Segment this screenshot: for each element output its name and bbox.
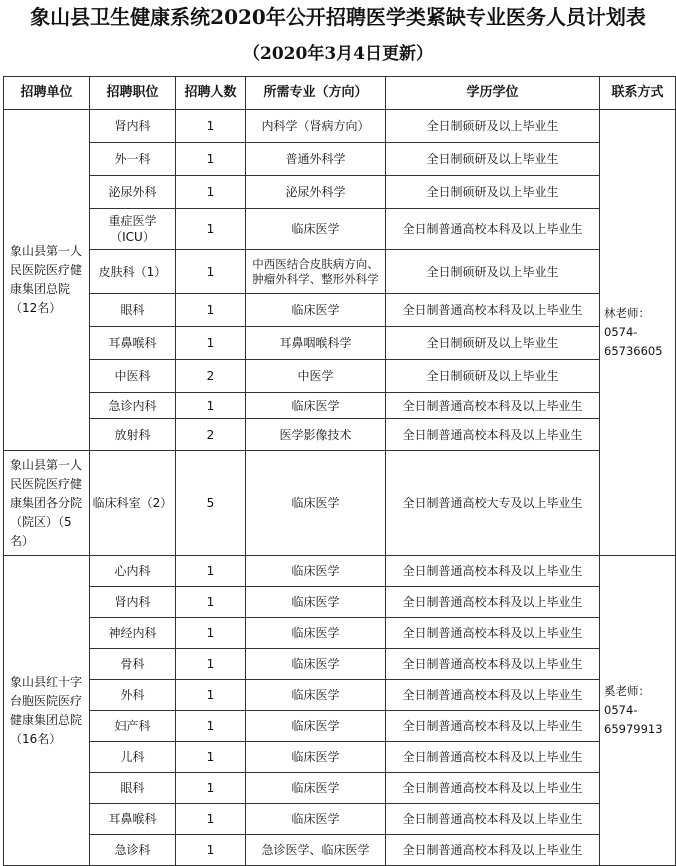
degree-cell: 全日制普通高校本科及以上毕业生 bbox=[386, 618, 600, 649]
table-row bbox=[4, 680, 676, 711]
degree-cell: 全日制硕研及以上毕业生 bbox=[386, 143, 600, 176]
table-row bbox=[4, 587, 676, 618]
major-cell: 临床医学 bbox=[246, 680, 386, 711]
position-cell: 泌尿外科 bbox=[90, 176, 176, 209]
position-cell: 外科 bbox=[90, 680, 176, 711]
major-cell: 普通外科学 bbox=[246, 143, 386, 176]
table-row bbox=[4, 360, 676, 393]
major-cell: 临床医学 bbox=[246, 618, 386, 649]
major-cell: 临床医学 bbox=[246, 587, 386, 618]
degree-cell: 全日制普通高校本科及以上毕业生 bbox=[386, 556, 600, 587]
header-position: 招聘职位 bbox=[90, 77, 176, 110]
count-cell: 1 bbox=[176, 649, 246, 680]
position-cell: 骨科 bbox=[90, 649, 176, 680]
count-cell: 1 bbox=[176, 110, 246, 143]
table-row bbox=[4, 711, 676, 742]
header-count: 招聘人数 bbox=[176, 77, 246, 110]
count-cell: 1 bbox=[176, 250, 246, 294]
count-cell: 1 bbox=[176, 711, 246, 742]
count-cell: 1 bbox=[176, 327, 246, 360]
count-cell: 1 bbox=[176, 835, 246, 866]
major-cell: 临床医学 bbox=[246, 773, 386, 804]
position-cell: 眼科 bbox=[90, 773, 176, 804]
table-row bbox=[4, 556, 676, 587]
degree-cell: 全日制硕研及以上毕业生 bbox=[386, 110, 600, 143]
degree-cell: 全日制硕研及以上毕业生 bbox=[386, 176, 600, 209]
count-cell: 2 bbox=[176, 419, 246, 451]
degree-cell: 全日制硕研及以上毕业生 bbox=[386, 360, 600, 393]
degree-cell: 全日制普通高校本科及以上毕业生 bbox=[386, 680, 600, 711]
major-cell: 泌尿外科学 bbox=[246, 176, 386, 209]
position-cell: 临床科室（2） bbox=[90, 451, 176, 556]
major-cell: 临床医学 bbox=[246, 742, 386, 773]
header-major: 所需专业（方向） bbox=[246, 77, 386, 110]
recruitment-table bbox=[3, 76, 676, 866]
position-cell: 急诊内科 bbox=[90, 393, 176, 419]
table-row bbox=[4, 393, 676, 419]
position-cell: 肾内科 bbox=[90, 587, 176, 618]
contact-cell: 林老师：0574-65736605 bbox=[600, 110, 676, 556]
degree-cell: 全日制普通高校本科及以上毕业生 bbox=[386, 393, 600, 419]
position-cell: 放射科 bbox=[90, 419, 176, 451]
major-cell: 临床医学 bbox=[246, 556, 386, 587]
major-cell: 急诊医学、临床医学 bbox=[246, 835, 386, 866]
count-cell: 1 bbox=[176, 680, 246, 711]
table-row bbox=[4, 451, 676, 556]
position-cell: 耳鼻喉科 bbox=[90, 804, 176, 835]
major-cell: 中西医结合皮肤病方向、肿瘤外科学、整形外科学 bbox=[246, 250, 386, 294]
major-cell: 临床医学 bbox=[246, 451, 386, 556]
count-cell: 1 bbox=[176, 742, 246, 773]
position-cell: 急诊科 bbox=[90, 835, 176, 866]
major-cell: 医学影像技术 bbox=[246, 419, 386, 451]
position-cell: 耳鼻喉科 bbox=[90, 327, 176, 360]
degree-cell: 全日制硕研及以上毕业生 bbox=[386, 250, 600, 294]
table-row bbox=[4, 649, 676, 680]
degree-cell: 全日制普通高校本科及以上毕业生 bbox=[386, 804, 600, 835]
count-cell: 2 bbox=[176, 360, 246, 393]
count-cell: 1 bbox=[176, 294, 246, 327]
page-title: 象山县卫生健康系统2020年公开招聘医学类紧缺专业医务人员计划表 bbox=[30, 5, 646, 29]
table-row bbox=[4, 110, 676, 143]
major-cell: 中医学 bbox=[246, 360, 386, 393]
position-cell: 心内科 bbox=[90, 556, 176, 587]
contact-cell: 奚老师：0574-65979913 bbox=[600, 556, 676, 866]
degree-cell: 全日制普通高校本科及以上毕业生 bbox=[386, 835, 600, 866]
major-cell: 临床医学 bbox=[246, 649, 386, 680]
count-cell: 1 bbox=[176, 556, 246, 587]
table-row bbox=[4, 327, 676, 360]
count-cell: 5 bbox=[176, 451, 246, 556]
degree-cell: 全日制普通高校本科及以上毕业生 bbox=[386, 294, 600, 327]
degree-cell: 全日制硕研及以上毕业生 bbox=[386, 327, 600, 360]
unit-cell: 象山县第一人民医院医疗健康集团各分院（院区）（5名） bbox=[4, 451, 90, 556]
position-cell: 妇产科 bbox=[90, 711, 176, 742]
table-row bbox=[4, 773, 676, 804]
degree-cell: 全日制普通高校本科及以上毕业生 bbox=[386, 773, 600, 804]
page-subtitle: （2020年3月4日更新） bbox=[243, 44, 433, 64]
count-cell: 1 bbox=[176, 804, 246, 835]
position-cell: 中医科 bbox=[90, 360, 176, 393]
count-cell: 1 bbox=[176, 587, 246, 618]
count-cell: 1 bbox=[176, 176, 246, 209]
count-cell: 1 bbox=[176, 143, 246, 176]
table-body bbox=[4, 110, 676, 866]
degree-cell: 全日制普通高校本科及以上毕业生 bbox=[386, 649, 600, 680]
header-degree: 学历学位 bbox=[386, 77, 600, 110]
degree-cell: 全日制普通高校本科及以上毕业生 bbox=[386, 587, 600, 618]
major-cell: 临床医学 bbox=[246, 711, 386, 742]
position-cell: 肾内科 bbox=[90, 110, 176, 143]
major-cell: 临床医学 bbox=[246, 294, 386, 327]
major-cell: 内科学（肾病方向） bbox=[246, 110, 386, 143]
table-row bbox=[4, 419, 676, 451]
degree-cell: 全日制普通高校大专及以上毕业生 bbox=[386, 451, 600, 556]
table-row bbox=[4, 250, 676, 294]
table-row bbox=[4, 742, 676, 773]
table-row bbox=[4, 176, 676, 209]
degree-cell: 全日制普通高校本科及以上毕业生 bbox=[386, 711, 600, 742]
position-cell: 重症医学（ICU） bbox=[90, 209, 176, 250]
table-row bbox=[4, 143, 676, 176]
table-row bbox=[4, 294, 676, 327]
count-cell: 1 bbox=[176, 209, 246, 250]
table-row bbox=[4, 209, 676, 250]
unit-cell: 象山县第一人民医院医疗健康集团总院（12名） bbox=[4, 110, 90, 451]
table-row bbox=[4, 804, 676, 835]
table-row bbox=[4, 618, 676, 649]
major-cell: 耳鼻咽喉科学 bbox=[246, 327, 386, 360]
table-header-row bbox=[4, 77, 676, 110]
count-cell: 1 bbox=[176, 618, 246, 649]
position-cell: 神经内科 bbox=[90, 618, 176, 649]
position-cell: 儿科 bbox=[90, 742, 176, 773]
count-cell: 1 bbox=[176, 393, 246, 419]
count-cell: 1 bbox=[176, 773, 246, 804]
header-unit: 招聘单位 bbox=[4, 77, 90, 110]
position-cell: 外一科 bbox=[90, 143, 176, 176]
table-row bbox=[4, 835, 676, 866]
unit-cell: 象山县红十字台胞医院医疗健康集团总院（16名） bbox=[4, 556, 90, 866]
degree-cell: 全日制普通高校本科及以上毕业生 bbox=[386, 742, 600, 773]
header-contact: 联系方式 bbox=[600, 77, 676, 110]
major-cell: 临床医学 bbox=[246, 393, 386, 419]
degree-cell: 全日制普通高校本科及以上毕业生 bbox=[386, 419, 600, 451]
major-cell: 临床医学 bbox=[246, 804, 386, 835]
major-cell: 临床医学 bbox=[246, 209, 386, 250]
position-cell: 皮肤科（1） bbox=[90, 250, 176, 294]
position-cell: 眼科 bbox=[90, 294, 176, 327]
degree-cell: 全日制普通高校本科及以上毕业生 bbox=[386, 209, 600, 250]
